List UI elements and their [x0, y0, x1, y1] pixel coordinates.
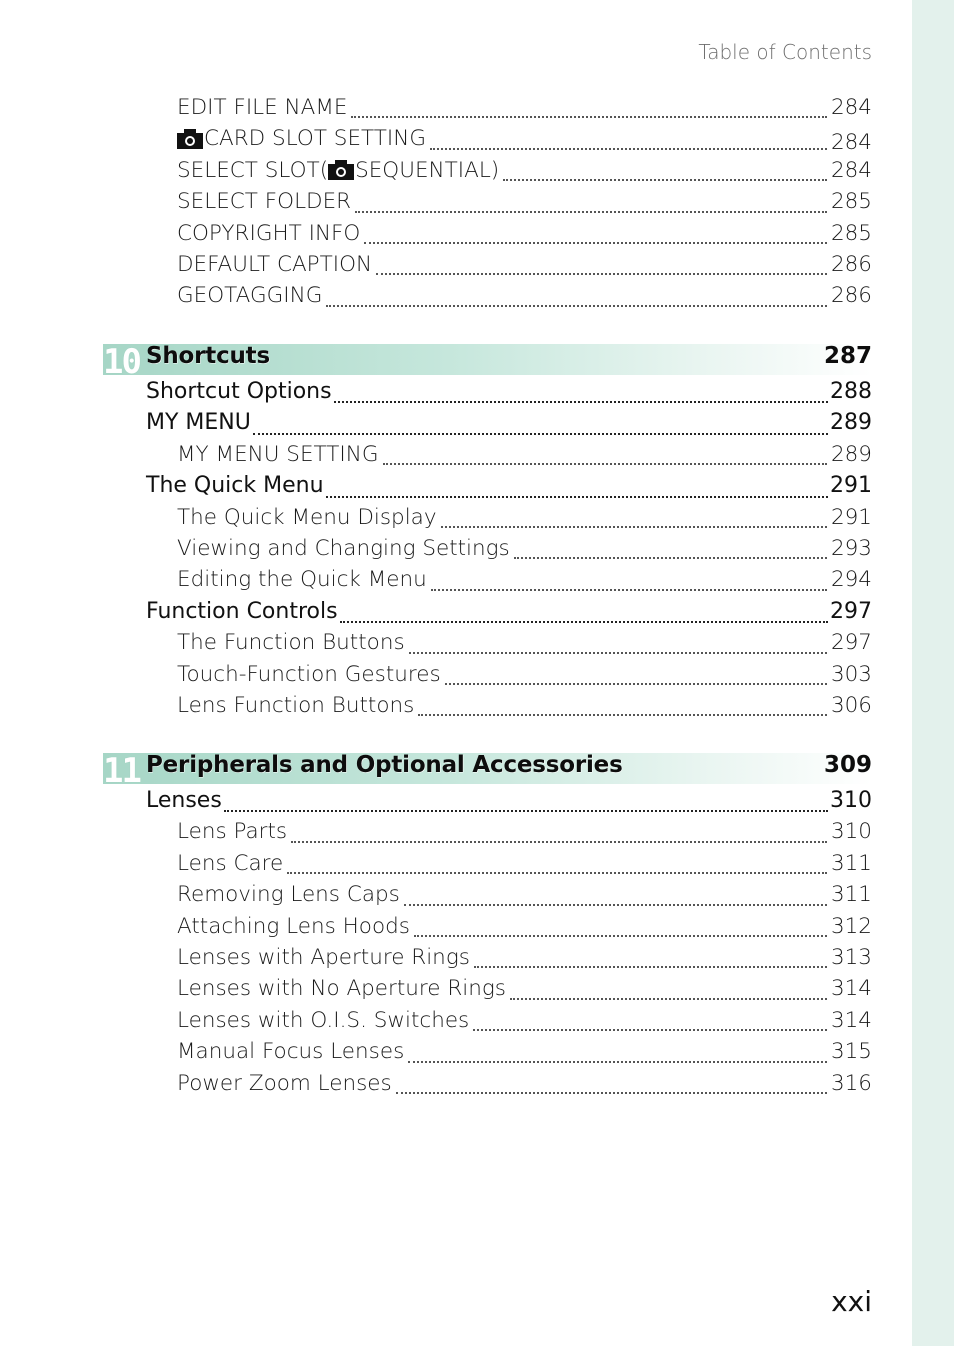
toc-entry-label: Lenses	[146, 788, 222, 813]
toc-entry[interactable]	[0, 252, 872, 283]
toc-entry[interactable]	[0, 882, 872, 913]
toc-entry-label: The Quick Menu Display	[177, 504, 437, 530]
toc-entry-page: 284	[830, 95, 872, 120]
toc-entry-page: 306	[830, 692, 872, 718]
toc-entry[interactable]	[0, 536, 872, 567]
toc-entry[interactable]	[0, 819, 872, 850]
toc-entry-page: 303	[830, 661, 872, 687]
toc-entry[interactable]	[0, 914, 872, 945]
toc-entry-label: Function Controls	[146, 598, 338, 624]
toc-entry-page: 297	[830, 598, 872, 624]
toc-entry[interactable]	[0, 95, 872, 126]
toc-entry-page: 286	[830, 251, 872, 277]
toc-entry-label: GEOTAGGING	[177, 283, 323, 309]
toc-entry-label: Manual Focus Lenses	[177, 1039, 405, 1065]
leader-dots	[445, 683, 827, 685]
chapter-title: Shortcuts	[146, 343, 270, 369]
chapter-number: 10	[103, 342, 140, 382]
chapter-header[interactable]	[0, 342, 872, 382]
toc-entry-page: 285	[830, 220, 872, 246]
leader-dots	[224, 810, 828, 812]
toc-entry[interactable]	[0, 851, 872, 882]
toc-section-entry[interactable]	[0, 379, 872, 410]
chapter-page: 309	[823, 752, 872, 778]
leader-dots	[408, 1061, 827, 1063]
toc-entry[interactable]	[0, 976, 872, 1007]
toc-entry-label: Lens Parts	[177, 819, 288, 845]
toc-continued-block	[0, 95, 872, 315]
toc-entry-label: CARD SLOT SETTING	[204, 126, 427, 152]
toc-entry[interactable]	[0, 442, 872, 473]
leader-dots	[409, 652, 827, 654]
toc-entry-page: 311	[830, 850, 872, 876]
chapter-10-block	[0, 343, 872, 724]
leader-dots	[404, 904, 827, 906]
leader-dots	[340, 621, 828, 623]
toc-entry-page: 314	[830, 976, 872, 1002]
toc-section-entry[interactable]	[0, 599, 872, 630]
camera-icon	[328, 160, 355, 180]
leader-dots	[396, 1092, 827, 1094]
toc-entry-page: 289	[830, 441, 872, 467]
leader-dots	[253, 433, 828, 435]
toc-entry-page: 288	[830, 379, 872, 404]
leader-dots	[355, 211, 827, 213]
toc-entry[interactable]	[0, 1008, 872, 1039]
toc-entry-label: COPYRIGHT INFO	[177, 220, 361, 246]
chapter-entries	[0, 788, 872, 1102]
toc-entry[interactable]	[0, 126, 872, 157]
toc-entry-label: DEFAULT CAPTION	[177, 251, 373, 277]
leader-dots	[514, 557, 827, 559]
toc-entry[interactable]	[0, 1071, 872, 1102]
chapter-page: 287	[823, 343, 872, 369]
toc-entry[interactable]	[0, 158, 872, 189]
toc-entry-label: SELECT FOLDER	[177, 189, 352, 215]
toc-entry-label: Lens Function Buttons	[177, 692, 415, 718]
toc-entry-page: 284	[830, 129, 872, 155]
toc-entry-label: Removing Lens Caps	[177, 882, 400, 908]
running-head: Table of Contents	[698, 40, 872, 64]
toc-entry-page: 313	[830, 944, 872, 970]
toc-entry-label: Attaching Lens Hoods	[177, 913, 410, 939]
toc-entry-page: 285	[830, 189, 872, 215]
leader-dots	[326, 305, 827, 307]
chapter-header[interactable]	[0, 751, 872, 791]
leader-dots	[441, 526, 827, 528]
chapter-entries	[0, 379, 872, 724]
leader-dots	[414, 935, 827, 937]
toc-entry[interactable]	[0, 283, 872, 314]
leader-dots	[364, 242, 827, 244]
toc-entry[interactable]	[0, 945, 872, 976]
leader-dots	[474, 966, 827, 968]
toc-entry-page: 310	[830, 819, 872, 845]
toc-entry-label: MY MENU	[146, 410, 251, 436]
toc-entry-page: 310	[830, 788, 872, 813]
toc-entry-label: Shortcut Options	[146, 379, 332, 404]
leader-dots	[326, 496, 828, 498]
toc-entry-label: Lenses with No Aperture Rings	[177, 976, 506, 1002]
toc-section-entry[interactable]	[0, 410, 872, 441]
toc-entry[interactable]	[0, 221, 872, 252]
toc-entry-label: Power Zoom Lenses	[177, 1070, 392, 1096]
chapter-number: 11	[103, 751, 140, 791]
toc-entry-page: 316	[830, 1070, 872, 1096]
chapter-11-block	[0, 752, 872, 1102]
toc-entry[interactable]	[0, 662, 872, 693]
toc-entry-label: SEQUENTIAL)	[355, 157, 500, 183]
leader-dots	[287, 872, 827, 874]
toc-entry-page: 293	[830, 535, 872, 561]
leader-dots	[334, 401, 828, 403]
toc-entry-page: 289	[830, 410, 872, 436]
toc-entry[interactable]	[0, 630, 872, 661]
toc-entry-page: 294	[830, 567, 872, 593]
toc-section-entry[interactable]	[0, 473, 872, 504]
toc-entry-page: 311	[830, 882, 872, 908]
toc-entry-label: MY MENU SETTING	[177, 441, 379, 467]
toc-entry-label: Viewing and Changing Settings	[177, 535, 510, 561]
camera-icon	[177, 129, 204, 149]
toc-entry-label-prefix: SELECT SLOT(	[177, 157, 329, 183]
toc-entry[interactable]	[0, 505, 872, 536]
leader-dots	[383, 463, 827, 465]
leader-dots	[351, 116, 826, 118]
toc-entry-page: 286	[830, 283, 872, 309]
side-color-strip	[912, 0, 954, 1346]
toc-entry-label: The Function Buttons	[177, 630, 405, 656]
leader-dots	[418, 714, 827, 716]
toc-entry[interactable]	[0, 189, 872, 220]
toc-entry-page: 291	[830, 504, 872, 530]
leader-dots	[430, 148, 827, 150]
chapter-title: Peripherals and Optional Accessories	[146, 752, 623, 778]
leader-dots	[291, 841, 827, 843]
leader-dots	[376, 273, 827, 275]
leader-dots	[431, 589, 827, 591]
toc-entry-page: 315	[830, 1039, 872, 1065]
toc-entry-page: 297	[830, 630, 872, 656]
toc-section-entry[interactable]	[0, 788, 872, 819]
toc-entry-page: 291	[830, 473, 872, 499]
leader-dots	[510, 998, 827, 1000]
toc-entry-label: EDIT FILE NAME	[177, 95, 348, 120]
toc-entry-label: Lens Care	[177, 850, 284, 876]
toc-entry-page: 314	[830, 1007, 872, 1033]
toc-entry-label: Lenses with O.I.S. Switches	[177, 1007, 470, 1033]
toc-entry-page: 284	[830, 157, 872, 183]
toc-entry-label: Touch-Function Gestures	[177, 661, 441, 687]
toc-entry-label: Lenses with Aperture Rings	[177, 944, 470, 970]
toc-entry-label: Editing the Quick Menu	[177, 567, 427, 593]
toc-entry[interactable]	[0, 693, 872, 724]
toc-entry-page: 312	[830, 913, 872, 939]
toc-entry[interactable]	[0, 1039, 872, 1070]
leader-dots	[473, 1029, 827, 1031]
leader-dots	[503, 179, 827, 181]
toc-entry-label: The Quick Menu	[146, 473, 324, 499]
toc-entry[interactable]	[0, 567, 872, 598]
page-number: xxi	[831, 1285, 872, 1318]
